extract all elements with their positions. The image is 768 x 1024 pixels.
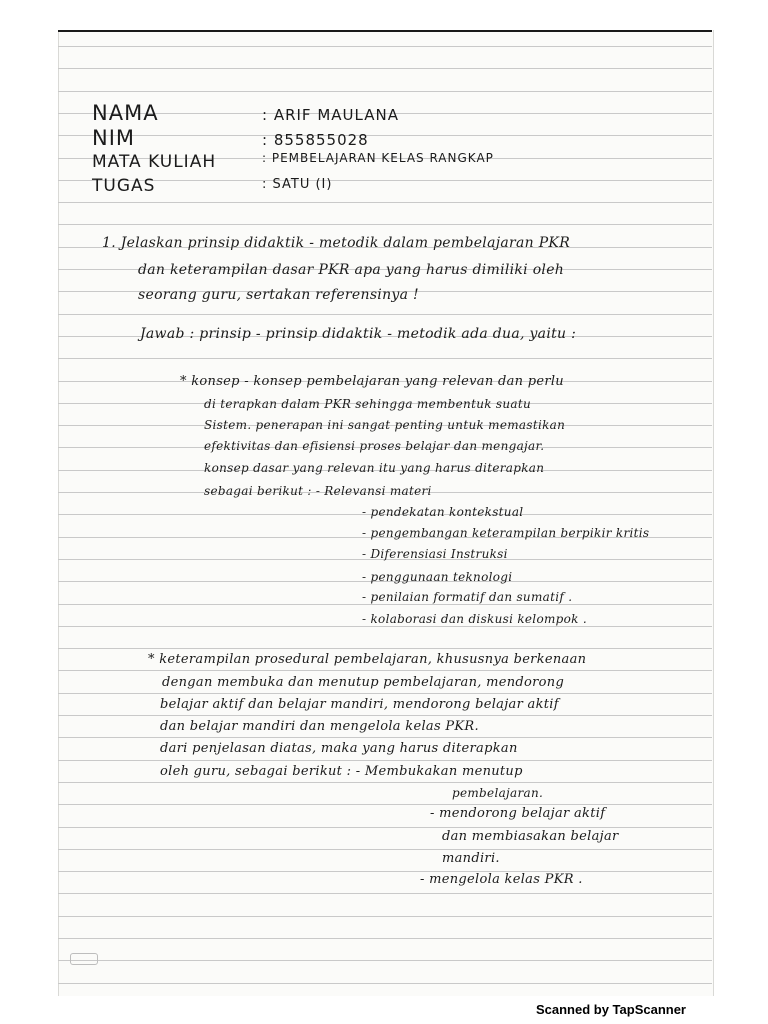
ruled-line [58, 693, 712, 694]
ruled-line [58, 314, 712, 315]
answer-intro: Jawab : prinsip - prinsip didaktik - metodik ada dua, yaitu : [140, 326, 577, 342]
ruled-line [58, 893, 712, 894]
list1-item-6: - kolaborasi dan diskusi kelompok . [362, 612, 587, 626]
p2-line-5: dari penjelasan diatas, maka yang harus diterapkan [160, 741, 518, 756]
p2-line-6: oleh guru, sebagai berikut : - Membukakan menutup [160, 764, 523, 779]
list1-item-4: - penggunaan teknologi [362, 570, 513, 584]
page-number-stamp [70, 953, 98, 965]
ruled-line [58, 46, 712, 47]
ruled-line [58, 782, 712, 783]
ruled-line [58, 804, 712, 805]
list1-item-5: - penilaian formatif dan sumatif . [362, 590, 573, 604]
question-line-1: 1. Jelaskan prinsip didaktik - metodik dalam pembelajaran PKR [102, 235, 571, 251]
ruled-line [58, 760, 712, 761]
ruled-line [58, 983, 712, 984]
p2-line-4: dan belajar mandiri dan mengelola kelas PKR. [160, 719, 479, 734]
ruled-line [58, 180, 712, 181]
list2-item-4: mandiri. [442, 851, 500, 866]
list2-item-3: dan membiasakan belajar [442, 829, 619, 844]
tugas-label: TUGAS [92, 176, 156, 196]
p1-line-4: efektivitas dan efisiensi proses belajar dan mengajar. [204, 439, 545, 453]
ruled-line [58, 202, 712, 203]
ruled-line [58, 715, 712, 716]
tugas-value: : SATU (I) [262, 177, 333, 192]
nama-value: : ARIF MAULANA [262, 106, 399, 124]
ruled-line [58, 648, 712, 649]
ruled-line [58, 827, 712, 828]
p1-line-6: sebagai berikut : - Relevansi materi [204, 484, 432, 498]
p2-line-3: belajar aktif dan belajar mandiri, mendorong belajar aktif [160, 697, 559, 712]
list2-item-5: - mengelola kelas PKR . [420, 872, 583, 887]
ruled-line [58, 737, 712, 738]
p2-line-2: dengan membuka dan menutup pembelajaran, mendorong [162, 675, 565, 690]
ruled-line [58, 91, 712, 92]
mata-kuliah-label: MATA KULIAH [92, 152, 217, 172]
p2-line-1: * keterampilan prosedural pembelajaran, khususnya berkenaan [148, 652, 587, 667]
ruled-line [58, 849, 712, 850]
ruled-line [58, 960, 712, 961]
list2-item-2: - mendorong belajar aktif [430, 806, 606, 821]
p1-line-2: di terapkan dalam PKR sehingga membentuk suatu [204, 397, 531, 411]
ruled-line [58, 358, 712, 359]
ruled-line [58, 916, 712, 917]
mata-kuliah-value: : PEMBELAJARAN KELAS RANGKAP [262, 151, 494, 165]
p1-line-5: konsep dasar yang relevan itu yang harus diterapkan [204, 461, 545, 475]
nama-label: NAMA [92, 101, 159, 125]
question-line-3: seorang guru, sertakan referensinya ! [138, 287, 419, 303]
list1-item-2: - pengembangan keterampilan berpikir kritis [362, 526, 650, 540]
page-top-edge [58, 30, 712, 32]
question-line-2: dan keterampilan dasar PKR apa yang harus dimiliki oleh [138, 262, 565, 278]
nim-value: : 855855028 [262, 131, 369, 149]
list1-item-1: - pendekatan kontekstual [362, 505, 524, 519]
ruled-line [58, 68, 712, 69]
ruled-line [58, 135, 712, 136]
ruled-line [58, 224, 712, 225]
p1-line-3: Sistem. penerapan ini sangat penting untuk memastikan [204, 418, 566, 432]
list1-item-3: - Diferensiasi Instruksi [362, 547, 508, 561]
ruled-line [58, 871, 712, 872]
list2-item-1: pembelajaran. [452, 786, 544, 800]
nim-label: NIM [92, 126, 136, 150]
ruled-line [58, 670, 712, 671]
ruled-line [58, 938, 712, 939]
scanner-watermark: Scanned by TapScanner [535, 1002, 686, 1017]
p1-line-1: * konsep - konsep pembelajaran yang relevan dan perlu [180, 374, 564, 389]
